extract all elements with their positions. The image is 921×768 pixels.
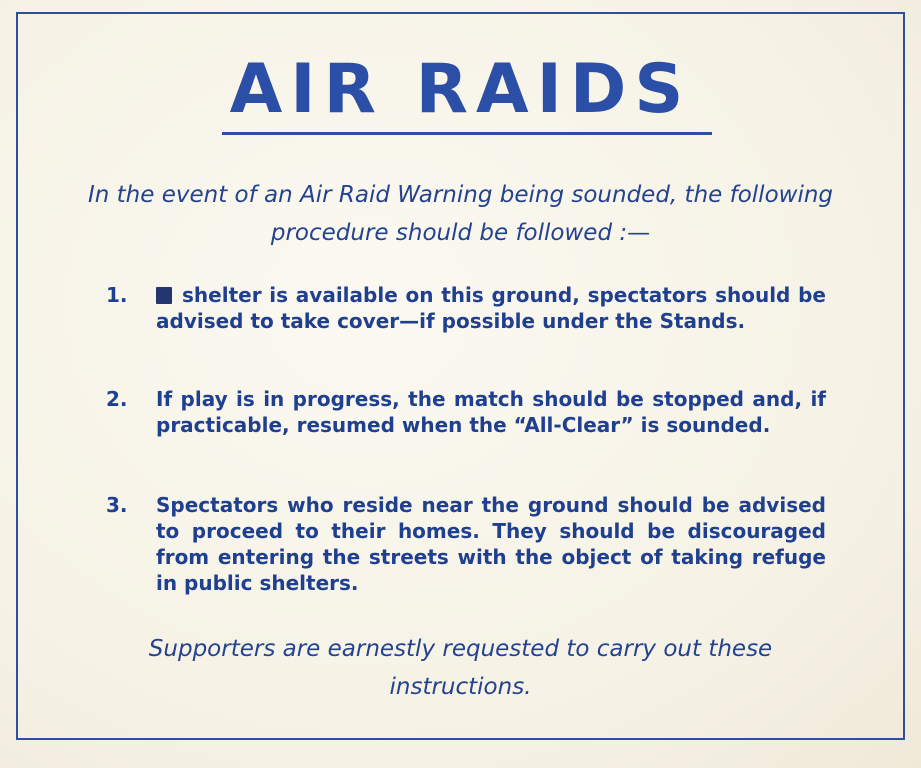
closing-paragraph: Supporters are earnestly requested to carry out these instructions. bbox=[148, 636, 773, 700]
procedure-item-text: If play is in progress, the match should be stopped and, if practicable, resumed when the “All-Clear” is sounded. bbox=[156, 387, 826, 437]
procedure-item-text-wrap bbox=[156, 282, 826, 334]
procedure-item-text: shelter is available on this ground, spectators should be advised to take cover—if possible under the Stands. bbox=[156, 283, 826, 333]
procedure-item-3 bbox=[106, 492, 826, 596]
title-underline bbox=[222, 132, 712, 135]
procedure-item-number: 1. bbox=[106, 283, 128, 307]
intro-paragraph: In the event of an Air Raid Warning being sounded, the following procedure should be followed :— bbox=[87, 182, 834, 246]
procedure-item-number: 2. bbox=[106, 387, 128, 411]
procedure-item-text: Spectators who reside near the ground should be advised to proceed to their homes. They should be discouraged from entering the streets with the object of taking refuge in public shelters. bbox=[156, 493, 826, 595]
procedure-item-1 bbox=[106, 282, 826, 334]
notice-title: AIR RAIDS bbox=[229, 50, 692, 129]
ink-blot-icon bbox=[156, 287, 172, 304]
procedure-item-number: 3. bbox=[106, 493, 128, 517]
procedure-item-2 bbox=[106, 386, 826, 438]
